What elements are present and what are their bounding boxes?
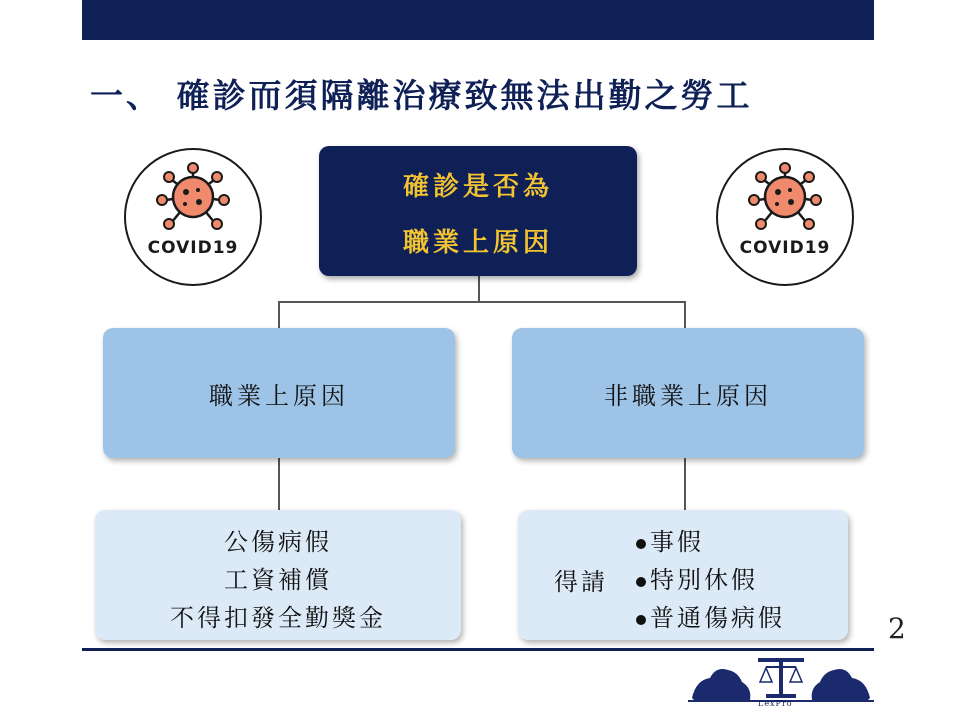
covid-label: COVID19 (147, 238, 239, 258)
outcome-item: 不得扣發全勤獎金 (170, 604, 386, 632)
logo-text: LexPro (758, 699, 793, 708)
leave-item (636, 560, 758, 595)
lexpro-logo (686, 652, 876, 712)
bullet-icon (636, 577, 646, 587)
connector-root (478, 276, 480, 302)
branch-non-occupational: 非職業上原因 (512, 328, 864, 458)
leave-item-label: 事假 (650, 528, 704, 556)
bullet-icon (636, 615, 646, 625)
leave-item (636, 522, 704, 557)
covid-label: COVID19 (739, 238, 831, 258)
virus-icon (718, 150, 852, 284)
connector-horizontal (278, 301, 686, 303)
virus-icon (126, 150, 260, 284)
root-question-box (319, 146, 637, 276)
root-line-2: 職業上原因 (402, 228, 553, 258)
occupational-outcomes-box (95, 510, 461, 640)
leave-item-label: 特別休假 (650, 566, 758, 594)
branch-occupational: 職業上原因 (103, 328, 455, 458)
connector-left-lower (278, 458, 280, 510)
outcome-item: 工資補償 (224, 566, 332, 594)
outcome-item: 公傷病假 (224, 528, 332, 556)
non-occupational-outcomes-box (518, 510, 848, 640)
bullet-icon (636, 539, 646, 549)
page-number: 2 (888, 612, 906, 645)
leave-prefix: 得請 (554, 568, 608, 596)
root-line-1: 確診是否為 (402, 172, 553, 202)
leave-item-label: 普通傷病假 (650, 604, 785, 632)
top-banner (82, 0, 874, 40)
footer-rule (82, 648, 874, 651)
connector-left (278, 301, 280, 329)
leave-item (636, 598, 785, 633)
covid-badge-left (124, 148, 262, 286)
connector-right (684, 301, 686, 329)
covid-badge-right (716, 148, 854, 286)
connector-right-lower (684, 458, 686, 510)
slide-title: 一、 確診而須隔離治療致無法出勤之勞工 (90, 76, 753, 115)
